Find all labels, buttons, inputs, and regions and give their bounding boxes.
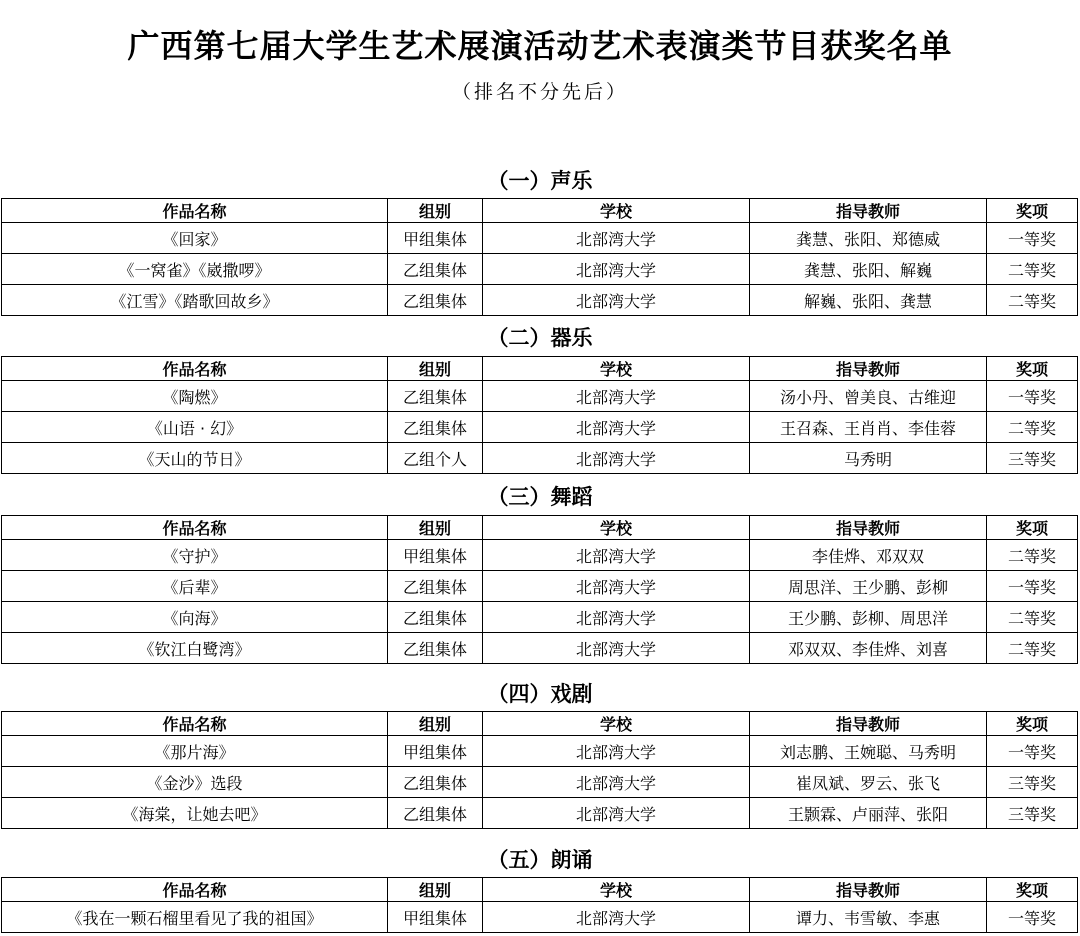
header-group: 组别 <box>388 357 483 381</box>
table-header-row <box>2 712 1078 736</box>
cell-teacher: 龚慧、张阳、解巍 <box>750 254 987 285</box>
cell-school: 北部湾大学 <box>483 254 750 285</box>
award-table-drama <box>1 711 1078 829</box>
table-row <box>2 736 1078 767</box>
cell-award: 二等奖 <box>987 602 1078 633</box>
table-row <box>2 571 1078 602</box>
header-school: 学校 <box>483 516 750 540</box>
cell-teacher: 王颢霖、卢丽萍、张阳 <box>750 798 987 829</box>
header-work: 作品名称 <box>2 199 388 223</box>
cell-group: 乙组集体 <box>388 633 483 664</box>
cell-group: 乙组集体 <box>388 254 483 285</box>
cell-award: 三等奖 <box>987 443 1078 474</box>
cell-award: 一等奖 <box>987 902 1078 933</box>
cell-group: 甲组集体 <box>388 540 483 571</box>
cell-teacher: 崔凤斌、罗云、张飞 <box>750 767 987 798</box>
table-row <box>2 633 1078 664</box>
cell-group: 甲组集体 <box>388 902 483 933</box>
header-school: 学校 <box>483 357 750 381</box>
cell-award: 一等奖 <box>987 571 1078 602</box>
table-row <box>2 902 1078 933</box>
header-award: 奖项 <box>987 712 1078 736</box>
cell-school: 北部湾大学 <box>483 443 750 474</box>
table-row <box>2 254 1078 285</box>
header-teacher: 指导教师 <box>750 712 987 736</box>
header-work: 作品名称 <box>2 516 388 540</box>
cell-award: 一等奖 <box>987 381 1078 412</box>
cell-group: 乙组集体 <box>388 602 483 633</box>
cell-work: 《江雪》《踏歌回故乡》 <box>2 285 388 316</box>
header-teacher: 指导教师 <box>750 878 987 902</box>
award-table-recitation <box>1 877 1078 933</box>
cell-work: 《回家》 <box>2 223 388 254</box>
cell-award: 二等奖 <box>987 633 1078 664</box>
table-row <box>2 443 1078 474</box>
section-title-instrumental: （二）器乐 <box>487 326 593 350</box>
header-school: 学校 <box>483 712 750 736</box>
cell-award: 一等奖 <box>987 736 1078 767</box>
cell-school: 北部湾大学 <box>483 223 750 254</box>
award-table-vocal <box>1 198 1078 316</box>
table-row <box>2 540 1078 571</box>
section-title-recitation: （五）朗诵 <box>487 848 593 872</box>
cell-work: 《海棠，让她去吧》 <box>2 798 388 829</box>
header-teacher: 指导教师 <box>750 199 987 223</box>
cell-work: 《后辈》 <box>2 571 388 602</box>
header-work: 作品名称 <box>2 357 388 381</box>
header-award: 奖项 <box>987 516 1078 540</box>
section-title-vocal: （一）声乐 <box>487 169 593 193</box>
section-title-dance: （三）舞蹈 <box>487 485 593 509</box>
cell-work: 《我在一颗石榴里看见了我的祖国》 <box>2 902 388 933</box>
cell-school: 北部湾大学 <box>483 285 750 316</box>
cell-work: 《钦江白鹭湾》 <box>2 633 388 664</box>
cell-work: 《守护》 <box>2 540 388 571</box>
cell-work: 《金沙》选段 <box>2 767 388 798</box>
header-school: 学校 <box>483 878 750 902</box>
table-header-row <box>2 878 1078 902</box>
award-table-instrumental <box>1 356 1078 474</box>
cell-award: 三等奖 <box>987 767 1078 798</box>
table-header-row <box>2 516 1078 540</box>
header-work: 作品名称 <box>2 878 388 902</box>
cell-school: 北部湾大学 <box>483 381 750 412</box>
cell-group: 乙组集体 <box>388 285 483 316</box>
header-work: 作品名称 <box>2 712 388 736</box>
cell-school: 北部湾大学 <box>483 571 750 602</box>
cell-school: 北部湾大学 <box>483 540 750 571</box>
cell-school: 北部湾大学 <box>483 412 750 443</box>
header-award: 奖项 <box>987 357 1078 381</box>
cell-award: 二等奖 <box>987 285 1078 316</box>
cell-teacher: 刘志鹏、王婉聪、马秀明 <box>750 736 987 767</box>
page-subtitle: （排名不分先后） <box>451 81 628 103</box>
cell-group: 乙组集体 <box>388 412 483 443</box>
header-school: 学校 <box>483 199 750 223</box>
cell-teacher: 邓双双、李佳烨、刘喜 <box>750 633 987 664</box>
cell-school: 北部湾大学 <box>483 602 750 633</box>
cell-work: 《那片海》 <box>2 736 388 767</box>
header-award: 奖项 <box>987 199 1078 223</box>
award-table-dance <box>1 515 1078 664</box>
cell-teacher: 李佳烨、邓双双 <box>750 540 987 571</box>
table-row <box>2 767 1078 798</box>
cell-work: 《一窝雀》《崴撒啰》 <box>2 254 388 285</box>
table-header-row <box>2 199 1078 223</box>
cell-group: 乙组集体 <box>388 381 483 412</box>
cell-award: 二等奖 <box>987 540 1078 571</box>
cell-award: 二等奖 <box>987 412 1078 443</box>
header-group: 组别 <box>388 516 483 540</box>
table-row <box>2 285 1078 316</box>
table-row <box>2 381 1078 412</box>
header-teacher: 指导教师 <box>750 516 987 540</box>
cell-work: 《陶燃》 <box>2 381 388 412</box>
header-group: 组别 <box>388 199 483 223</box>
header-award: 奖项 <box>987 878 1078 902</box>
header-group: 组别 <box>388 712 483 736</box>
cell-school: 北部湾大学 <box>483 736 750 767</box>
cell-group: 乙组集体 <box>388 798 483 829</box>
cell-work: 《山语 · 幻》 <box>2 412 388 443</box>
table-row <box>2 798 1078 829</box>
cell-school: 北部湾大学 <box>483 767 750 798</box>
section-title-drama: （四）戏剧 <box>487 682 593 706</box>
table-row <box>2 412 1078 443</box>
cell-teacher: 马秀明 <box>750 443 987 474</box>
cell-teacher: 周思洋、王少鹏、彭柳 <box>750 571 987 602</box>
cell-work: 《天山的节日》 <box>2 443 388 474</box>
cell-work: 《向海》 <box>2 602 388 633</box>
cell-group: 甲组集体 <box>388 736 483 767</box>
cell-group: 甲组集体 <box>388 223 483 254</box>
table-row <box>2 602 1078 633</box>
cell-teacher: 解巍、张阳、龚慧 <box>750 285 987 316</box>
header-group: 组别 <box>388 878 483 902</box>
cell-teacher: 王召森、王肖肖、李佳蓉 <box>750 412 987 443</box>
cell-group: 乙组集体 <box>388 571 483 602</box>
table-header-row <box>2 357 1078 381</box>
cell-school: 北部湾大学 <box>483 902 750 933</box>
cell-teacher: 谭力、韦雪敏、李惠 <box>750 902 987 933</box>
cell-teacher: 龚慧、张阳、郑德威 <box>750 223 987 254</box>
cell-group: 乙组集体 <box>388 767 483 798</box>
cell-award: 二等奖 <box>987 254 1078 285</box>
cell-award: 一等奖 <box>987 223 1078 254</box>
cell-teacher: 王少鹏、彭柳、周思洋 <box>750 602 987 633</box>
page-title: 广西第七届大学生艺术展演活动艺术表演类节目获奖名单 <box>127 27 953 65</box>
cell-school: 北部湾大学 <box>483 633 750 664</box>
header-teacher: 指导教师 <box>750 357 987 381</box>
cell-group: 乙组个人 <box>388 443 483 474</box>
cell-award: 三等奖 <box>987 798 1078 829</box>
cell-teacher: 汤小丹、曾美良、古维迎 <box>750 381 987 412</box>
cell-school: 北部湾大学 <box>483 798 750 829</box>
table-row <box>2 223 1078 254</box>
